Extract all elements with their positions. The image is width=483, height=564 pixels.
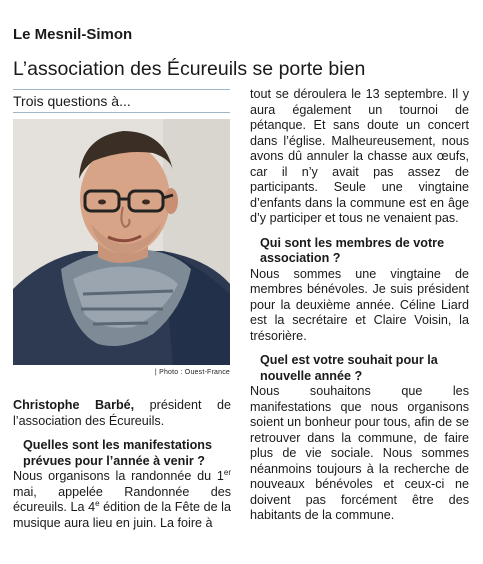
divider-top xyxy=(13,89,230,90)
article-headline: L’association des Écureuils se porte bien xyxy=(13,58,366,80)
right-column xyxy=(250,87,469,524)
answer-3: Nous souhaitons que les manifestations que nous organisons soient un bonheur pour tous, afin de se retrouver dans la commune, de faire plus de vie sociale. Nous sommes néanmoins toujours à la recherche de nouveaux bénévoles et ceux-ci ne doivent pas forcément être des habitants de la commune. xyxy=(250,384,469,522)
caption-name: Christophe Barbé, xyxy=(13,398,135,412)
kicker-label: Trois questions à... xyxy=(13,93,131,109)
caption xyxy=(13,398,231,429)
answer-1-continued: tout se déroulera le 13 septembre. Il y aura également un tournoi de pétanque. Et sans doute un concert dans l’église. Malheureusement, nous avons dû annuler la chasse aux œufs, car il n’y avait pas assez de participants. Seule une vingtaine d’enfants dans la commune est en âge d’y participer et tous ne venaient pas. xyxy=(250,87,469,225)
portrait-photo xyxy=(13,119,230,365)
answer-2: Nous sommes une vingtaine de membres bénévoles. Je suis président pour la deuxième année. Céline Liard est la secrétaire et Claire Voisin, la trésorière. xyxy=(250,266,469,343)
left-column xyxy=(13,398,231,531)
caption-text: président de l’association des Écureuils. xyxy=(13,398,231,428)
portrait-illustration xyxy=(13,119,230,365)
question-2: Qui sont les membres de votre association ? xyxy=(260,235,445,265)
question-3: Quel est votre souhait pour la nouvelle année ? xyxy=(260,353,438,383)
photo-credit: | Photo : Ouest-France xyxy=(154,369,230,376)
location-heading: Le Mesnil-Simon xyxy=(13,26,133,43)
question-1: Quelles sont les manifestations prévues pour l’année à venir ? xyxy=(23,438,212,468)
divider-kicker xyxy=(13,112,230,113)
answer-1: Nous organisons la randonnée du 1er mai, appelée Randonnée des écureuils. La 4e édition de la Fête de la musique aura lieu en juin. La foire à xyxy=(13,467,231,530)
